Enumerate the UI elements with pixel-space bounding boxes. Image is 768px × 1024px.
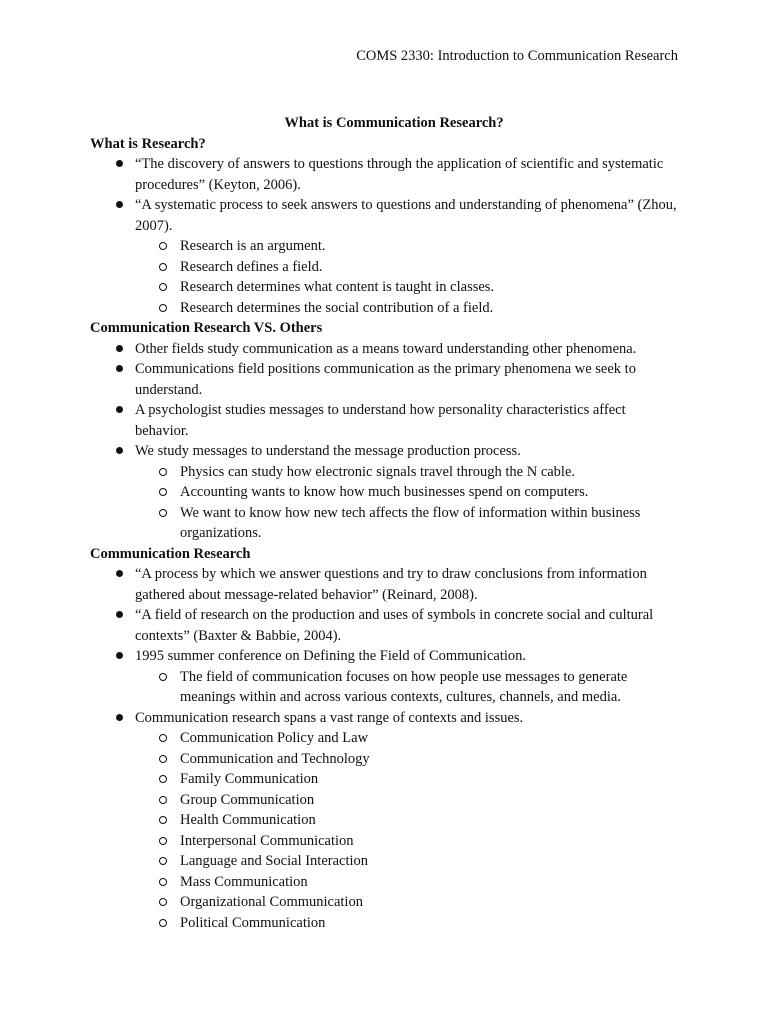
bullet-circle-icon — [157, 462, 169, 483]
sub-list-item — [135, 236, 680, 257]
bullet-dot-icon — [113, 605, 125, 626]
bullet-circle-icon — [157, 831, 169, 852]
bullet-dot-icon — [113, 359, 125, 380]
sub-list-item — [135, 872, 680, 893]
bullet-circle-icon — [157, 728, 169, 749]
sub-list-item — [135, 749, 680, 770]
list-item-text: 1995 summer conference on Defining the Field of Communication. — [135, 648, 527, 664]
sub-list-item-text: Physics can study how electronic signals travel through the N cable. — [180, 463, 576, 480]
sub-bullet-list — [135, 236, 680, 318]
bullet-list — [90, 564, 680, 933]
bullet-dot-icon — [113, 339, 125, 360]
bullet-circle-icon — [157, 851, 169, 872]
sub-list-item — [135, 892, 680, 913]
sub-list-item-text: Political Communication — [180, 914, 326, 931]
bullet-dot-icon — [113, 154, 125, 175]
sub-list-item-text: Interpersonal Communication — [180, 832, 354, 849]
sub-list-item — [135, 257, 680, 278]
bullet-dot-icon — [113, 400, 125, 421]
sub-list-item-text: Communication Policy and Law — [180, 730, 369, 746]
sub-list-item-text: Health Communication — [180, 812, 316, 828]
sub-list-item — [135, 298, 680, 319]
bullet-circle-icon — [157, 236, 169, 257]
list-item — [90, 646, 680, 708]
bullet-circle-icon — [157, 872, 169, 893]
section-heading: What is Research? — [90, 135, 206, 152]
bullet-circle-icon — [157, 667, 169, 688]
list-item — [90, 339, 680, 360]
bullet-dot-icon — [113, 708, 125, 729]
bullet-list — [90, 339, 680, 544]
bullet-dot-icon — [113, 195, 125, 216]
list-item-text: Communications field positions communication as the primary phenomena we seek to understand. — [135, 361, 636, 398]
list-item-text: “A process by which we answer questions and try to draw conclusions from information gathered about message-related behavior” (Reinard, 2008). — [135, 566, 647, 603]
sub-list-item-text: The field of communication focuses on how people use messages to generate meanings within and across various contexts, cultures, channels, and media. — [180, 668, 628, 705]
document-title: What is Communication Research? — [284, 115, 504, 131]
sub-list-item-text: Communication and Technology — [180, 750, 370, 767]
bullet-list — [90, 154, 680, 318]
list-item — [90, 195, 680, 318]
list-item-text: A psychologist studies messages to understand how personality characteristics affect behavior. — [135, 402, 626, 439]
list-item — [90, 708, 680, 934]
sub-list-item-text: Organizational Communication — [180, 894, 363, 910]
bullet-circle-icon — [157, 482, 169, 503]
sub-list-item — [135, 277, 680, 298]
sub-bullet-list — [135, 462, 680, 544]
list-item — [90, 564, 680, 605]
sub-list-item — [135, 503, 680, 544]
bullet-circle-icon — [157, 810, 169, 831]
sub-list-item-text: Group Communication — [180, 791, 315, 808]
bullet-circle-icon — [157, 913, 169, 934]
bullet-circle-icon — [157, 790, 169, 811]
list-item-text: We study messages to understand the message production process. — [135, 443, 521, 459]
sub-list-item — [135, 462, 680, 483]
bullet-dot-icon — [113, 441, 125, 462]
course-header: COMS 2330: Introduction to Communication Research — [356, 48, 678, 64]
sub-list-item — [135, 810, 680, 831]
sub-bullet-list — [135, 728, 680, 933]
list-item-text: Other fields study communication as a means toward understanding other phenomena. — [135, 340, 637, 357]
sub-list-item — [135, 913, 680, 934]
list-item — [90, 605, 680, 646]
list-item-text: “The discovery of answers to questions through the application of scientific and systematic procedures” (Keyton, 2006). — [135, 156, 664, 193]
list-item — [90, 359, 680, 400]
bullet-dot-icon — [113, 646, 125, 667]
list-item-text: “A field of research on the production and uses of symbols in concrete social and cultural contexts” (Baxter & Babbie, 2004). — [135, 607, 654, 644]
sub-list-item-text: Research is an argument. — [180, 238, 326, 254]
bullet-circle-icon — [157, 769, 169, 790]
sub-list-item-text: Family Communication — [180, 771, 319, 787]
sub-list-item-text: Accounting wants to know how much businesses spend on computers. — [180, 484, 589, 500]
bullet-circle-icon — [157, 892, 169, 913]
sub-list-item-text: Research determines the social contribution of a field. — [180, 299, 494, 316]
sub-list-item — [135, 851, 680, 872]
list-item-text: Communication research spans a vast range of contexts and issues. — [135, 709, 524, 726]
bullet-circle-icon — [157, 257, 169, 278]
bullet-circle-icon — [157, 298, 169, 319]
sub-list-item — [135, 831, 680, 852]
sub-list-item — [135, 482, 680, 503]
sub-list-item — [135, 769, 680, 790]
sub-list-item-text: Research defines a field. — [180, 258, 323, 275]
bullet-circle-icon — [157, 503, 169, 524]
section-heading: Communication Research — [90, 545, 251, 562]
sub-list-item-text: Language and Social Interaction — [180, 853, 369, 869]
sub-list-item — [135, 790, 680, 811]
bullet-circle-icon — [157, 277, 169, 298]
bullet-dot-icon — [113, 564, 125, 585]
list-item-text: “A systematic process to seek answers to questions and understanding of phenomena” (Zhou, 2007). — [135, 197, 677, 234]
section-heading: Communication Research VS. Others — [90, 320, 323, 336]
sections-container — [90, 134, 680, 934]
sub-list-item-text: We want to know how new tech affects the flow of information within business organizations. — [180, 504, 641, 541]
sub-list-item — [135, 667, 680, 708]
list-item — [90, 400, 680, 441]
document-body — [90, 113, 680, 933]
bullet-circle-icon — [157, 749, 169, 770]
sub-list-item — [135, 728, 680, 749]
sub-list-item-text: Research determines what content is taught in classes. — [180, 279, 495, 295]
list-item — [90, 441, 680, 544]
sub-list-item-text: Mass Communication — [180, 873, 308, 890]
sub-bullet-list — [135, 667, 680, 708]
list-item — [90, 154, 680, 195]
